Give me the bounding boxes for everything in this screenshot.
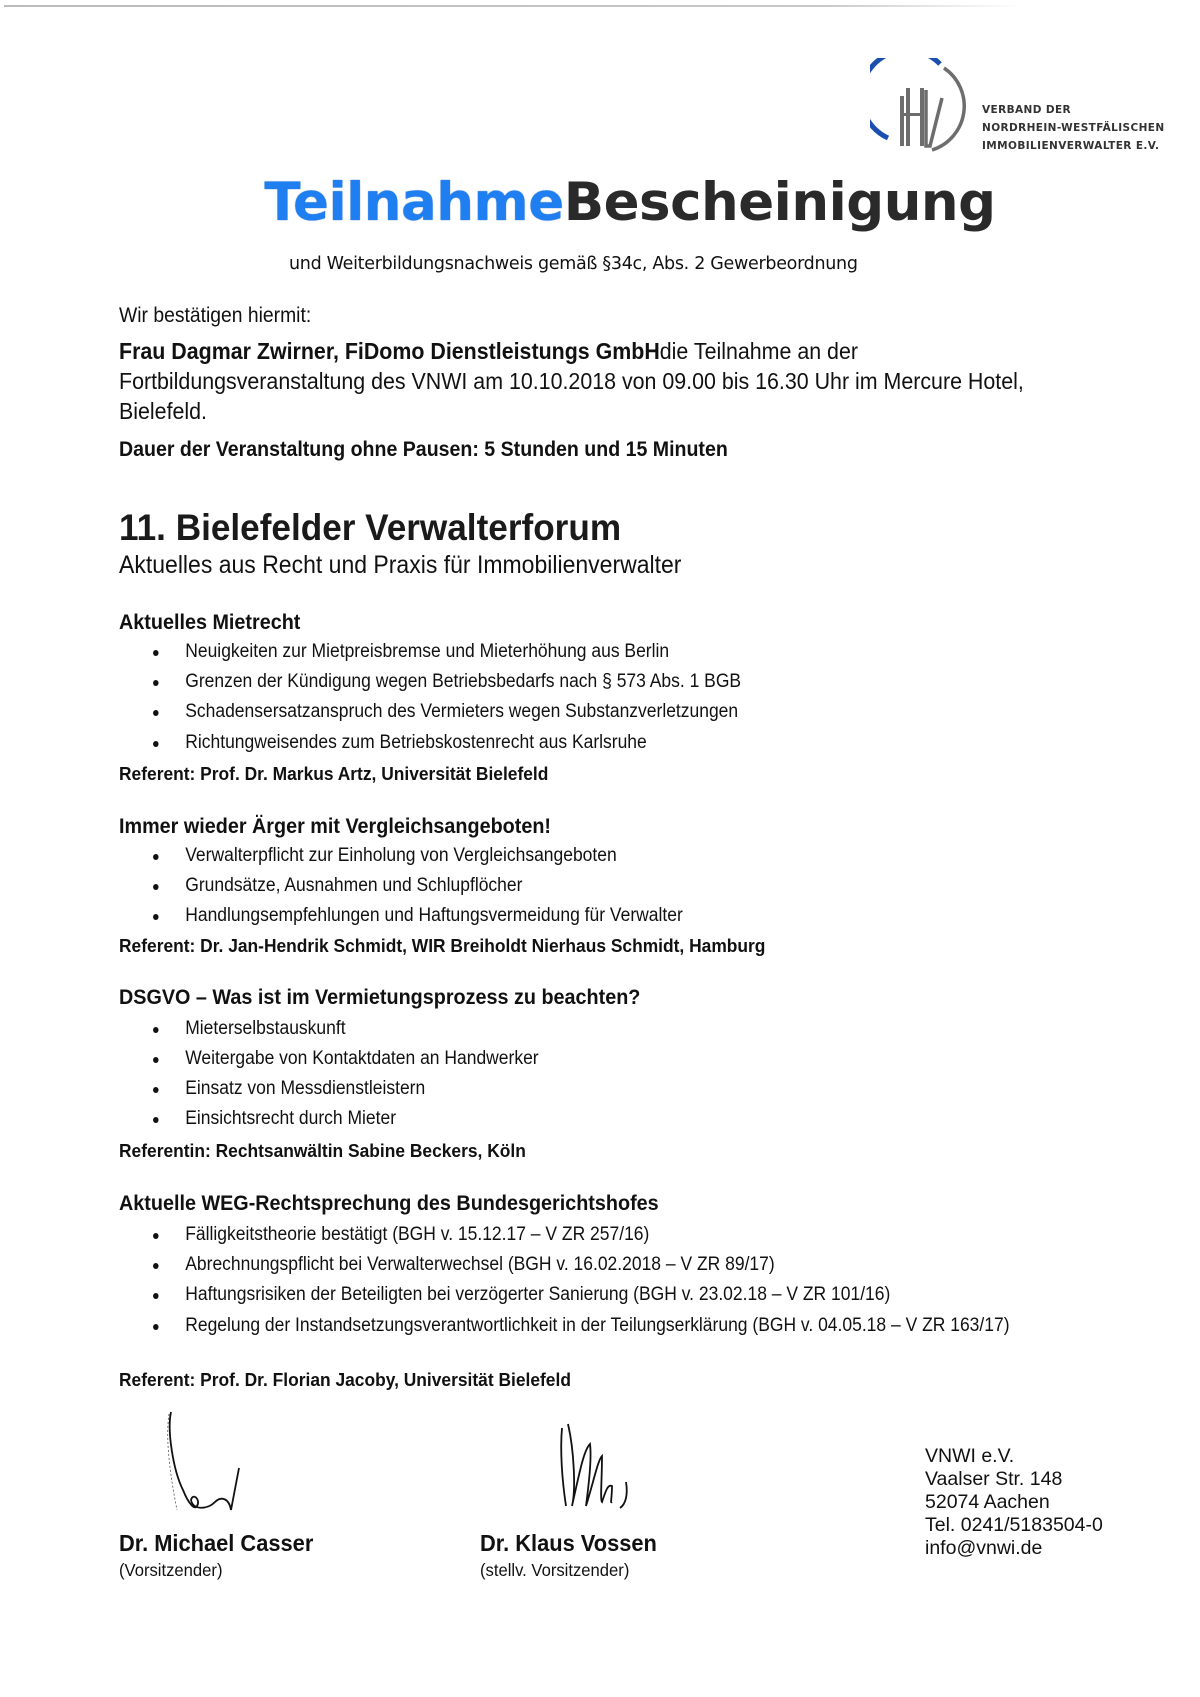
address-org: VNWI e.V. (925, 1445, 1015, 1467)
bullet-icon (153, 1293, 159, 1299)
address-phone: Tel. 0241/5183504-0 (925, 1514, 1103, 1536)
list-item-text: Haftungsrisiken der Beteiligten bei verzögerter Sanierung (BGH v. 23.02.18 – V ZR 101/16) (185, 1284, 891, 1305)
referent: Referent: Dr. Jan-Hendrik Schmidt, WIR Breiholdt Nierhaus Schmidt, Hamburg (119, 935, 766, 956)
title-part-teilnahme: Teilnahme (264, 172, 564, 233)
handwritten-signature-icon (149, 1410, 309, 1525)
section-title: Aktuelle WEG-Rechtsprechung des Bundesgerichtshofes (119, 1191, 659, 1215)
vnwi-logo-icon (870, 58, 980, 158)
list-item-text: Richtungweisendes zum Betriebskostenrecht aus Karlsruhe (185, 732, 647, 753)
list-item-text: Einsatz von Messdienstleistern (185, 1078, 426, 1099)
bullet-icon (153, 1233, 159, 1239)
association-line-3: IMMOBILIENVERWALTER E.V. (982, 140, 1160, 152)
address-city: 52074 Aachen (925, 1491, 1050, 1513)
list-item-text: Einsichtsrecht durch Mieter (185, 1108, 397, 1129)
organization-address (925, 1445, 1103, 1560)
title-part-bescheinigung: Bescheinigung (563, 172, 996, 233)
list-item-text: Neuigkeiten zur Mietpreisbremse und Mieterhöhung aus Berlin (185, 641, 670, 662)
list-item-text: Verwalterpflicht zur Einholung von Vergleichsangeboten (185, 845, 617, 866)
signer-role: (Vorsitzender) (119, 1560, 223, 1580)
section-title: DSGVO – Was ist im Vermietungsprozess zu beachten? (119, 985, 641, 1009)
list-item-text: Weitergabe von Kontaktdaten an Handwerker (185, 1048, 539, 1069)
list-item-text: Mieterselbstauskunft (185, 1018, 346, 1039)
address-email: info@vnwi.de (925, 1537, 1043, 1559)
participant-name: Frau Dagmar Zwirner, FiDomo Dienstleistungs GmbH (119, 338, 660, 364)
document-title (0, 172, 1200, 233)
bullet-icon (153, 1263, 159, 1269)
referent: Referent: Prof. Dr. Florian Jacoby, Universität Bielefeld (119, 1369, 571, 1390)
confirmation-paragraph (119, 336, 1077, 426)
bullet-icon (153, 884, 159, 890)
scan-edge-rule (4, 5, 1024, 7)
list-item-text: Abrechnungspflicht bei Verwalterwechsel (BGH v. 16.02.2018 – V ZR 89/17) (185, 1254, 775, 1275)
bullet-icon (153, 1087, 159, 1093)
association-line-1: VERBAND DER (982, 104, 1072, 116)
association-name (982, 101, 1165, 155)
address-street: Vaalser Str. 148 (925, 1468, 1063, 1490)
document-subtitle: und Weiterbildungsnachweis gemäß §34c, Abs. 2 Gewerbeordnung (289, 254, 858, 274)
bullet-icon (153, 914, 159, 920)
signer-name: Dr. Klaus Vossen (480, 1530, 657, 1556)
association-line-2: NORDRHEIN-WESTFÄLISCHEN (982, 122, 1165, 134)
referent: Referent: Prof. Dr. Markus Artz, Universität Bielefeld (119, 763, 549, 784)
event-title: 11. Bielefelder Verwalterforum (119, 507, 622, 548)
duration-text: Dauer der Veranstaltung ohne Pausen: 5 Stunden und 15 Minuten (119, 437, 728, 461)
bullet-icon (153, 1324, 159, 1330)
bullet-icon (153, 854, 159, 860)
event-subtitle: Aktuelles aus Recht und Praxis für Immobilienverwalter (119, 551, 682, 579)
bullet-icon (153, 1027, 159, 1033)
signer-role: (stellv. Vorsitzender) (480, 1560, 630, 1580)
bullet-icon (153, 710, 159, 716)
list-item-text: Handlungsempfehlungen und Haftungsvermeidung für Verwalter (185, 905, 683, 926)
bullet-icon (153, 680, 159, 686)
list-item-text: Schadensersatzanspruch des Vermieters wegen Substanzverletzungen (185, 701, 739, 722)
list-item-text: Fälligkeitstheorie bestätigt (BGH v. 15.12.17 – V ZR 257/16) (185, 1224, 650, 1245)
intro-text: Wir bestätigen hiermit: (119, 304, 312, 327)
bullet-icon (153, 650, 159, 656)
section-title: Immer wieder Ärger mit Vergleichsangeboten! (119, 814, 551, 838)
list-item-text: Grundsätze, Ausnahmen und Schlupflöcher (185, 875, 523, 896)
list-item-text: Grenzen der Kündigung wegen Betriebsbedarfs nach § 573 Abs. 1 BGB (185, 671, 742, 692)
confirmation-text: die Teilnahme an der Fortbildungsveranstaltung des VNWI am 10.10.2018 von 09.00 bis 16.30 Uhr im Mercure Hotel, Bielefeld. (119, 338, 1024, 424)
bullet-icon (153, 1057, 159, 1063)
bullet-icon (153, 741, 159, 747)
section-title: Aktuelles Mietrecht (119, 610, 301, 634)
handwritten-signature-icon (550, 1410, 680, 1520)
bullet-icon (153, 1117, 159, 1123)
list-item-text: Regelung der Instandsetzungsverantwortlichkeit in der Teilungserklärung (BGH v. 04.05.18 – V ZR 163/17) (185, 1315, 1010, 1336)
referent: Referentin: Rechtsanwältin Sabine Beckers, Köln (119, 1140, 526, 1161)
signer-name: Dr. Michael Casser (119, 1530, 314, 1556)
